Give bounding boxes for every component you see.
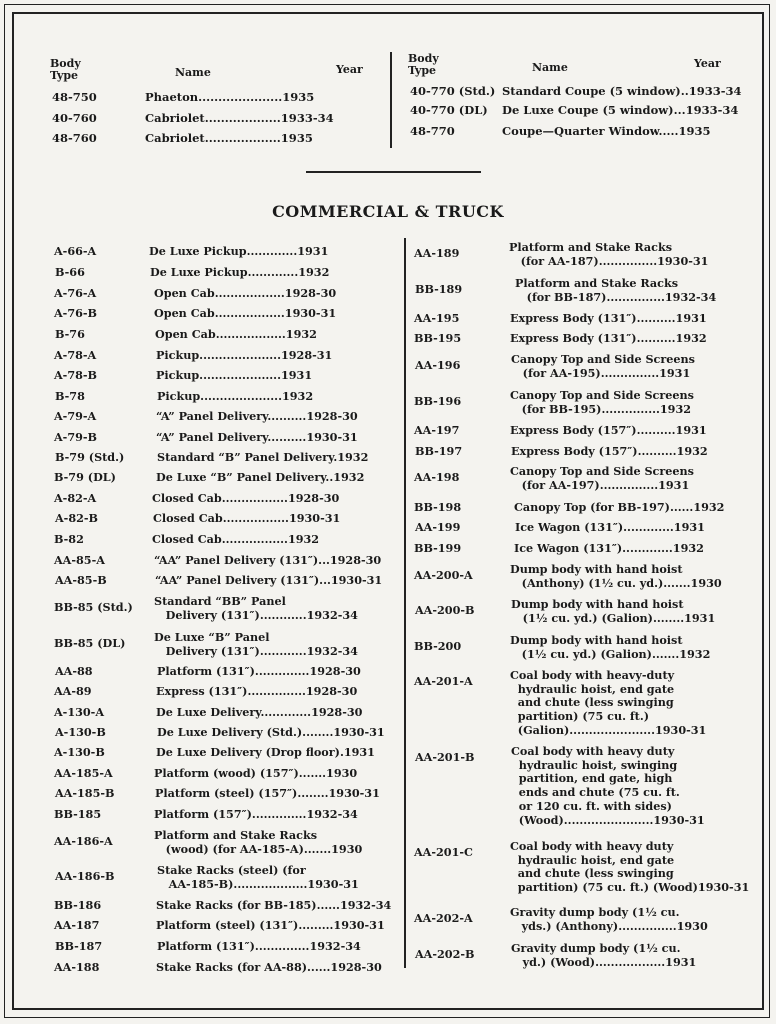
body-type-code: AA-89 <box>54 684 92 698</box>
description-line: (for BB-195)...............1932 <box>510 401 692 416</box>
body-type-code: B-66 <box>55 265 85 279</box>
description-line: Platform (steel) (157″)........1930-31 <box>155 786 380 800</box>
body-description <box>154 554 381 568</box>
body-type-code: A-82-A <box>54 491 97 505</box>
body-type-code: BB-85 (DL) <box>54 636 126 650</box>
body-type-code: BB-195 <box>414 331 462 345</box>
description-line: (for AA-197)...............1931 <box>510 477 690 492</box>
body-description <box>511 353 695 380</box>
body-type-code: AA-197 <box>414 423 460 437</box>
description-line: partition) (75 cu. ft.) (Wood)1930-31 <box>510 880 750 895</box>
description-line: yds.) (Anthony)...............1930 <box>510 918 708 933</box>
description-line: Express Body (157″)..........1932 <box>511 444 708 458</box>
description-line: Platform (wood) (157″).......1930 <box>154 766 358 780</box>
body-type-code: BB-85 (Std.) <box>54 600 133 614</box>
body-type-code: A-130-B <box>54 745 105 759</box>
description-line: Dump body with hand hoist <box>510 562 683 576</box>
body-description <box>514 501 724 515</box>
body-description <box>515 521 705 535</box>
description-line: (Anthony) (1½ cu. yd.).......1930 <box>510 575 722 590</box>
body-description <box>156 431 358 445</box>
description-line: Closed Cab.................1930-31 <box>153 511 341 525</box>
body-description: Phaeton.....................1935 <box>145 90 315 104</box>
description-line: Coal body with heavy duty <box>510 839 674 853</box>
body-description <box>157 940 361 954</box>
description-line: Closed Cab.................1932 <box>152 532 320 546</box>
body-type-code: BB-187 <box>55 939 103 953</box>
body-description <box>154 631 358 658</box>
description-line: Express Body (131″)..........1932 <box>510 331 707 345</box>
description-line: (for AA-195)...............1931 <box>511 365 691 380</box>
description-line: Gravity dump body (1½ cu. <box>510 905 680 919</box>
body-type-code: AA-185-B <box>55 786 115 800</box>
body-type-code: AA-187 <box>54 918 100 932</box>
body-description <box>156 410 358 424</box>
body-description <box>154 767 357 781</box>
body-description <box>154 829 362 856</box>
top-table-divider <box>390 52 392 148</box>
column-divider <box>404 238 406 968</box>
description-line: Canopy Top and Side Screens <box>510 464 694 478</box>
description-line: De Luxe Pickup.............1931 <box>149 244 329 258</box>
description-line: Dump body with hand hoist <box>511 597 684 611</box>
section-rule <box>306 171 481 173</box>
top-right-header-name: Name <box>532 61 568 74</box>
body-type-code: 48-760 <box>52 131 97 145</box>
body-type-code: B-79 (DL) <box>54 470 116 484</box>
description-line: Platform and Stake Racks <box>509 240 673 254</box>
description-line: AA-185-B)...................1930-31 <box>157 876 359 891</box>
description-line: Standard “B” Panel Delivery.1932 <box>157 450 369 464</box>
body-description <box>510 424 707 438</box>
description-line: yd.) (Wood)..................1931 <box>511 954 697 969</box>
body-description <box>509 241 708 268</box>
body-type-code: 40-770 (DL) <box>410 103 488 117</box>
body-type-code: A-130-A <box>54 705 104 719</box>
body-type-code: AA-201-B <box>415 750 475 764</box>
body-type-code: B-78 <box>55 389 85 403</box>
description-line: Stake Racks (steel) (for <box>157 863 306 877</box>
body-type-code: A-82-B <box>55 511 98 525</box>
description-line: Open Cab..................1928-30 <box>154 286 337 300</box>
description-line: Pickup.....................1931 <box>156 368 313 382</box>
body-type-code: AA-189 <box>414 246 460 260</box>
body-description <box>149 245 328 259</box>
body-description <box>157 864 359 891</box>
body-type-code: B-82 <box>54 532 84 546</box>
description-line: De Luxe “B” Panel <box>154 630 270 644</box>
description-line: Platform (steel) (131″).........1930-31 <box>156 918 385 932</box>
body-description <box>511 445 708 459</box>
top-left-header-year: Year <box>336 63 363 76</box>
description-line: De Luxe Delivery (Std.)........1930-31 <box>157 725 385 739</box>
description-line: (wood) (for AA-185-A).......1930 <box>154 841 363 856</box>
body-type-code: A-76-B <box>54 306 97 320</box>
body-description <box>150 266 329 280</box>
body-type-code: AA-200-B <box>415 603 475 617</box>
description-line: Standard “BB” Panel <box>154 594 286 608</box>
description-line: Open Cab..................1932 <box>155 327 317 341</box>
description-line: Gravity dump body (1½ cu. <box>511 941 681 955</box>
body-description <box>156 919 385 933</box>
description-line: Canopy Top (for BB-197)......1932 <box>514 500 725 514</box>
body-type-code: B-79 (Std.) <box>55 450 125 464</box>
description-line: (Galion)......................1930-31 <box>510 722 707 737</box>
body-description <box>510 389 694 416</box>
body-type-code: BB-189 <box>415 282 463 296</box>
body-description: De Luxe Coupe (5 window)...1933-34 <box>502 103 739 117</box>
description-line: Platform (157″)..............1932-34 <box>154 807 358 821</box>
description-line: (Wood).......................1930-31 <box>511 812 705 827</box>
description-line: Open Cab..................1930-31 <box>154 306 337 320</box>
body-type-code: AA-195 <box>414 311 460 325</box>
description-line: Pickup.....................1932 <box>157 389 314 403</box>
body-description <box>157 726 385 740</box>
description-line: De Luxe Pickup.............1932 <box>150 265 330 279</box>
body-type-code: 48-770 <box>410 124 455 138</box>
body-description <box>511 598 715 625</box>
body-description <box>156 899 391 913</box>
body-type-code: A-79-B <box>54 430 97 444</box>
body-description <box>153 512 340 526</box>
body-type-code: A-66-A <box>54 244 97 258</box>
description-line: hydraulic hoist, end gate <box>510 681 675 696</box>
description-line: “A” Panel Delivery..........1930-31 <box>156 430 358 444</box>
description-line: and chute (less swinging <box>510 695 674 710</box>
description-line: Closed Cab.................1928-30 <box>152 491 340 505</box>
description-line: Dump body with hand hoist <box>510 633 683 647</box>
description-line: partition, end gate, high <box>511 771 673 786</box>
description-line: (1½ cu. yd.) (Galion)........1931 <box>511 610 716 625</box>
body-description <box>156 369 312 383</box>
body-description <box>510 840 749 895</box>
description-line: Platform and Stake Racks <box>154 828 318 842</box>
description-line: Canopy Top and Side Screens <box>511 352 695 366</box>
top-left-header-body-type: Body Type <box>50 57 81 82</box>
body-description: Cabriolet...................1935 <box>145 131 313 145</box>
body-description <box>156 685 357 699</box>
body-description <box>154 307 336 321</box>
body-type-code: AA-85-A <box>54 553 105 567</box>
description-line: Pickup.....................1928-31 <box>156 348 333 362</box>
body-type-code: A-78-B <box>54 368 97 382</box>
section-title: COMMERCIAL & TRUCK <box>272 202 504 221</box>
body-type-code: 40-760 <box>52 111 97 125</box>
body-description <box>510 634 710 661</box>
description-line: and chute (less swinging <box>510 866 674 881</box>
body-type-code: AA-186-A <box>54 834 113 848</box>
body-description <box>152 533 319 547</box>
body-type-code: AA-199 <box>415 520 461 534</box>
body-description <box>155 787 380 801</box>
body-type-code: A-79-A <box>54 409 97 423</box>
body-description: Coupe—Quarter Window.....1935 <box>502 124 711 138</box>
description-line: Platform and Stake Racks <box>515 276 679 290</box>
body-description <box>510 312 707 326</box>
description-line: “AA” Panel Delivery (131″)...1928-30 <box>154 553 382 567</box>
body-description <box>511 745 705 827</box>
description-line: Delivery (131″)............1932-34 <box>154 643 358 658</box>
body-description <box>515 277 716 304</box>
description-line: partition) (75 cu. ft.) <box>510 709 650 724</box>
body-type-code: 40-770 (Std.) <box>410 84 496 98</box>
body-description <box>157 390 313 404</box>
description-line: “AA” Panel Delivery (131″)...1930-31 <box>155 573 383 587</box>
body-type-code: BB-186 <box>54 898 102 912</box>
body-description <box>156 471 364 485</box>
body-description <box>152 492 339 506</box>
body-description <box>156 706 362 720</box>
body-type-code: AA-201-C <box>414 845 473 859</box>
description-line: hydraulic hoist, end gate <box>510 852 675 867</box>
top-left-header-name: Name <box>175 66 211 79</box>
description-line: (1½ cu. yd.) (Galion).......1932 <box>510 646 711 661</box>
body-description <box>155 574 382 588</box>
description-line: Stake Racks (for AA-88)......1928-30 <box>156 960 382 974</box>
description-line: or 120 cu. ft. with sides) <box>511 798 672 813</box>
body-description <box>510 669 706 738</box>
body-description <box>156 746 375 760</box>
body-type-code: AA-85-B <box>55 573 107 587</box>
body-type-code: BB-200 <box>414 639 462 653</box>
body-description <box>511 942 696 969</box>
description-line: Stake Racks (for BB-185)......1932-34 <box>156 898 392 912</box>
description-line: De Luxe Delivery.............1928-30 <box>156 705 363 719</box>
description-line: Express Body (157″)..........1931 <box>510 423 707 437</box>
body-type-code: AA-200-A <box>414 568 473 582</box>
body-description <box>157 451 368 465</box>
description-line: “A” Panel Delivery..........1928-30 <box>156 409 358 423</box>
body-type-code: AA-186-B <box>55 869 115 883</box>
description-line: hydraulic hoist, swinging <box>511 757 678 772</box>
body-type-code: BB-185 <box>54 807 102 821</box>
body-description <box>154 287 336 301</box>
description-line: Ice Wagon (131″).............1931 <box>515 520 705 534</box>
body-description <box>510 465 694 492</box>
body-type-code: BB-198 <box>414 500 462 514</box>
body-type-code: A-76-A <box>54 286 97 300</box>
body-description <box>156 349 332 363</box>
description-line: Express (131″)...............1928-30 <box>156 684 358 698</box>
description-line: ends and chute (75 cu. ft. <box>511 785 680 800</box>
body-type-code: AA-198 <box>414 470 460 484</box>
description-line: Coal body with heavy-duty <box>510 668 675 682</box>
description-line: De Luxe Delivery (Drop floor).1931 <box>156 745 375 759</box>
description-line: De Luxe “B” Panel Delivery..1932 <box>156 470 365 484</box>
description-line: Ice Wagon (131″).............1932 <box>514 541 704 555</box>
body-type-code: 48-750 <box>52 90 97 104</box>
body-type-code: AA-88 <box>55 664 93 678</box>
description-line: Platform (131″)..............1932-34 <box>157 939 361 953</box>
body-description: Cabriolet...................1933-34 <box>145 111 334 125</box>
body-description <box>154 808 358 822</box>
body-type-code: B-76 <box>55 327 85 341</box>
body-type-code: BB-199 <box>414 541 462 555</box>
body-description <box>157 665 361 679</box>
description-line: (for AA-187)...............1930-31 <box>509 253 709 268</box>
top-right-header-year: Year <box>694 57 721 70</box>
body-description <box>155 328 317 342</box>
body-type-code: AA-202-B <box>415 947 475 961</box>
body-type-code: AA-202-A <box>414 911 473 925</box>
body-type-code: AA-201-A <box>414 674 473 688</box>
body-type-code: A-78-A <box>54 348 97 362</box>
body-type-code: BB-196 <box>414 394 462 408</box>
body-description <box>510 563 722 590</box>
body-type-code: AA-196 <box>415 358 461 372</box>
description-line: Canopy Top and Side Screens <box>510 388 694 402</box>
body-type-code: A-130-B <box>55 725 106 739</box>
body-description <box>154 595 358 622</box>
body-description: Standard Coupe (5 window)..1933-34 <box>502 84 742 98</box>
description-line: Delivery (131″)............1932-34 <box>154 607 358 622</box>
description-line: Express Body (131″)..........1931 <box>510 311 707 325</box>
description-line: Coal body with heavy duty <box>511 744 675 758</box>
body-description <box>156 961 382 975</box>
body-type-code: AA-185-A <box>54 766 113 780</box>
description-line: Platform (131″)..............1928-30 <box>157 664 361 678</box>
body-type-code: BB-197 <box>415 444 463 458</box>
body-description <box>510 906 708 933</box>
top-right-header-body-type: Body Type <box>408 52 439 77</box>
body-description <box>514 542 704 556</box>
body-description <box>510 332 707 346</box>
description-line: (for BB-187)...............1932-34 <box>515 289 717 304</box>
body-type-code: AA-188 <box>54 960 100 974</box>
